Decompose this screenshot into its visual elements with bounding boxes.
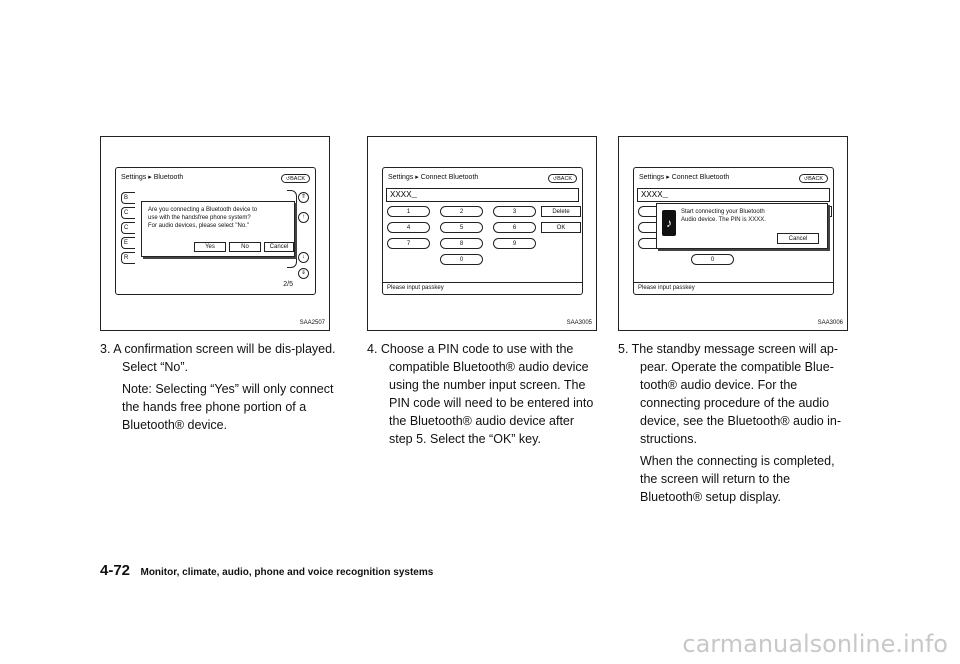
dialog-line: For audio devices, please select "No." <box>148 223 249 229</box>
dialog-line: Audio device. The PIN is XXXX. <box>681 217 766 223</box>
step-4-text: 4. Choose a PIN code to use with the compatible Bluetooth® audio device using the number input screen. The PIN code will need to be entered into the Bluetooth® audio device after step 5. Select the “OK” key. <box>367 342 594 446</box>
page-indicator: 2/5 <box>283 281 293 288</box>
figure-code: SAA2507 <box>299 320 325 326</box>
screen-bluetooth-confirm <box>115 167 316 295</box>
scroll-bottom-icon[interactable]: ⇓ <box>298 268 309 279</box>
figure-code: SAA3006 <box>817 320 843 326</box>
key-2[interactable]: 2 <box>440 206 483 217</box>
key-1[interactable]: 1 <box>387 206 430 217</box>
ok-button[interactable]: OK <box>541 222 581 233</box>
no-button[interactable]: No <box>229 242 261 252</box>
step-3-column <box>100 340 352 438</box>
list-item[interactable]: C <box>121 207 135 219</box>
dialog-line: Are you connecting a Bluetooth device to <box>148 207 258 213</box>
key-4[interactable]: 4 <box>387 222 430 233</box>
yes-button[interactable]: Yes <box>194 242 226 252</box>
key-0[interactable]: 0 <box>691 254 734 265</box>
step-3-text: 3. A confirmation screen will be dis-played. Select “No”. <box>100 342 336 374</box>
page-footer <box>100 562 433 580</box>
step-3-note: Note: Selecting “Yes” will only connect the hands free phone portion of a Bluetooth® device. <box>122 382 334 432</box>
cancel-button[interactable]: Cancel <box>777 233 819 244</box>
list-item[interactable]: B <box>121 192 135 204</box>
delete-button[interactable]: Delete <box>541 206 581 217</box>
bluetooth-audio-icon: ♪ <box>662 210 676 236</box>
figure-code: SAA3005 <box>566 320 592 326</box>
screen-header: Settings ▸ Bluetooth <box>121 174 184 181</box>
list-item[interactable]: C <box>121 222 135 234</box>
screen-standby-message <box>633 167 834 295</box>
key-7[interactable]: 7 <box>387 238 430 249</box>
passkey-prompt: Please input passkey <box>634 282 833 294</box>
scroll-down-icon[interactable]: ↓ <box>298 252 309 263</box>
key-0[interactable]: 0 <box>440 254 483 265</box>
passkey-input[interactable]: XXXX_ <box>386 188 579 202</box>
figure-saa3005 <box>367 136 597 331</box>
scroll-up-icon[interactable]: ↑ <box>298 212 309 223</box>
back-arrow-icon: ↺ <box>803 176 809 182</box>
screen-header: Settings ▸ Connect Bluetooth <box>388 174 479 181</box>
dialog-line: use with the handsfree phone system? <box>148 215 251 221</box>
step-5-text: 5. The standby message screen will ap-pear. Operate the compatible Blue-tooth® audio device. For the connecting procedure of the audio device, see the Bluetooth® audio in-structions. <box>618 342 842 446</box>
screen-passkey-input <box>382 167 583 295</box>
step-4-column <box>367 340 599 452</box>
key-8[interactable]: 8 <box>440 238 483 249</box>
figure-saa3006 <box>618 136 848 331</box>
key-9[interactable]: 9 <box>493 238 536 249</box>
scroll-top-icon[interactable]: ⇑ <box>298 192 309 203</box>
back-arrow-icon: ↺ <box>285 176 291 182</box>
key-5[interactable]: 5 <box>440 222 483 233</box>
back-button[interactable]: ↺BACK <box>548 174 577 183</box>
passkey-input[interactable]: XXXX_ <box>637 188 830 202</box>
section-title: Monitor, climate, audio, phone and voice recognition systems <box>140 567 434 578</box>
back-arrow-icon: ↺ <box>552 176 558 182</box>
figure-saa2507 <box>100 136 330 331</box>
key-6[interactable]: 6 <box>493 222 536 233</box>
back-button[interactable]: ↺BACK <box>281 174 310 183</box>
list-item[interactable]: R <box>121 252 135 264</box>
passkey-prompt: Please input passkey <box>383 282 582 294</box>
watermark: carmanualsonline.info <box>682 630 948 658</box>
back-button[interactable]: ↺BACK <box>799 174 828 183</box>
screen-header: Settings ▸ Connect Bluetooth <box>639 174 730 181</box>
page-number: 4-72 <box>100 562 131 579</box>
step-5-column <box>618 340 853 510</box>
step-5-note: When the connecting is completed, the screen will return to the Bluetooth® setup display. <box>640 454 835 504</box>
standby-dialog <box>656 203 828 249</box>
key-3[interactable]: 3 <box>493 206 536 217</box>
confirm-dialog <box>141 201 295 257</box>
dialog-line: Start connecting your Bluetooth <box>681 209 765 215</box>
cancel-button[interactable]: Cancel <box>264 242 294 252</box>
list-item[interactable]: E <box>121 237 135 249</box>
